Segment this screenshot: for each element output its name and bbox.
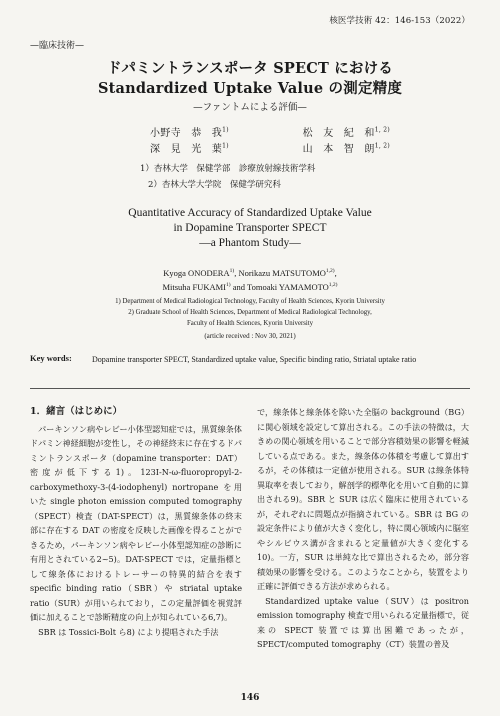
affiliation-en-1: 1) Department of Medical Radiological Technology, Faculty of Health Sciences, Kyorin University: [115, 298, 385, 305]
divider-line: [30, 388, 470, 389]
author-jp-2: 松 友 紀 和$^{1, 2)}$: [302, 126, 390, 139]
author-jp-3: 深 見 光 葉$^{1)}$: [150, 142, 229, 155]
received-date: (article received : Nov 30, 2021): [204, 332, 296, 340]
title-jp-subtitle: —ファントムによる評価—: [193, 102, 307, 113]
keywords-label: Key words:: [30, 353, 72, 363]
body-column-right: [257, 405, 469, 652]
author-jp-4: 山 本 智 朗$^{1, 2)}$: [302, 142, 390, 155]
title-en-line2: in Dopamine Transporter SPECT: [173, 222, 327, 234]
title-en-line1: Quantitative Accuracy of Standardized Uptake Value: [128, 207, 372, 219]
article-category: —臨床技術—: [30, 41, 85, 51]
affiliation-en-3: Faculty of Health Sciences, Kyorin University: [186, 320, 314, 327]
author-en-4: Tomoaki YAMAMOTO: [246, 281, 329, 292]
paragraph-intro-2: SBR は Tossici-Bolt ら8) により提唱された手法: [38, 626, 219, 637]
page-number: 146: [240, 693, 260, 703]
affiliation-jp-1: 1）杏林大学 保健学部 診療放射線技術学科: [140, 164, 316, 174]
keywords-text: Dopamine transporter SPECT, Standardized uptake value, Specific binding ratio, Striatal uptake ratio: [92, 355, 417, 364]
authors-jp: [150, 123, 390, 155]
title-jp-line1: ドパミントランスポータ SPECT における: [106, 60, 394, 77]
title-jp-line2: Standardized Uptake Value の測定精度: [97, 80, 403, 97]
body-column-left: [30, 405, 242, 639]
paragraph-intro-1: パーキンソン病やレビー小体型認知症では，黒質線条体ドパミン神経細胞が変性し，その神経終末に存在するドパミントランスポータ（dopamine transporter：DAT）密度が低下する1)。123I-N-ω-fluoropropyl-2-carboxymethoxy-3-(4-iodophenyl) nortropane を用いた single photon emission computed tomography（SPECT）検査（DAT-SPECT）は，黒質線条体の終末部に存在する DAT の密度を反映した画像を得ることができるため，パーキンソン病やレビー小体型認知症の診断に有用とされている2~5)。DAT-SPECT では，定量指標として線条体におけるトレーサーの特異的結合を表す specific binding ratio（SBR）や striatal uptake ratio（SUR）が用いられており，この定量評価を視覚評価に加えることで診断精度の向上が知られている6,7)。: [30, 423, 242, 622]
affiliation-en-2: 2) Graduate School of Health Sciences, Department of Medical Radiological Technology,: [128, 309, 372, 316]
author-en-3: Mitsuha FUKAMI: [162, 281, 226, 292]
section-heading-intro: 1．緒言（はじめに）: [30, 406, 123, 417]
title-en-subtitle: —a Phantom Study—: [199, 237, 301, 249]
affiliation-jp-2: 2）杏林大学大学院 保健学研究科: [148, 180, 281, 190]
author-jp-1: 小野寺 恭 我$^{1)}$: [150, 126, 229, 139]
authors-en-line1: Kyoga ONODERA$^{1)}$, Norikazu MATSUTOMO$^{1,2)}$,: [163, 267, 337, 278]
paragraph-intro-4: Standardized uptake value（SUV）は positron emission tomography 検査で用いられる定量指標で，従来の SPECT 装置では算出困難であったが，SPECT/computed tomography（CT）装置の普及: [257, 595, 469, 649]
author-en-2: Norikazu MATSUTOMO: [238, 267, 326, 278]
paragraph-intro-3: で，線条体と線条体を除いた全脳の background（BG）に関心領域を設定して算出される。この手法の特徴は，大きめの関心領域を用いることで部分容積効果の影響を軽減している点である。また，線条体の体積を考慮して算出するが，その体積は一定値が使用される。SUR は線条体特異取率を表しており，解剖学的標準化を用いて自動的に算出される9)。SBR と SUR は広く臨床に使用されているが，それぞれに問題点が指摘されている。SBR は BG の設定条件により値が大きく変化し，特に関心領域内に脳室やシルビウス溝が含まれると定量値が大きく変化する10)。一方，SUR は単純な比で算出されるため，部分容積効果の影響を受ける。このようなことから，装置をより正確に評価できる方法が求められる。: [257, 407, 469, 591]
journal-citation: 核医学技術 42：146-153（2022）: [329, 16, 470, 26]
authors-en-line2: Mitsuha FUKAMI$^{1)}$ and Tomoaki YAMAMOTO$^{1,2)}$: [162, 281, 338, 292]
author-en-1: Kyoga ONODERA: [163, 267, 230, 278]
